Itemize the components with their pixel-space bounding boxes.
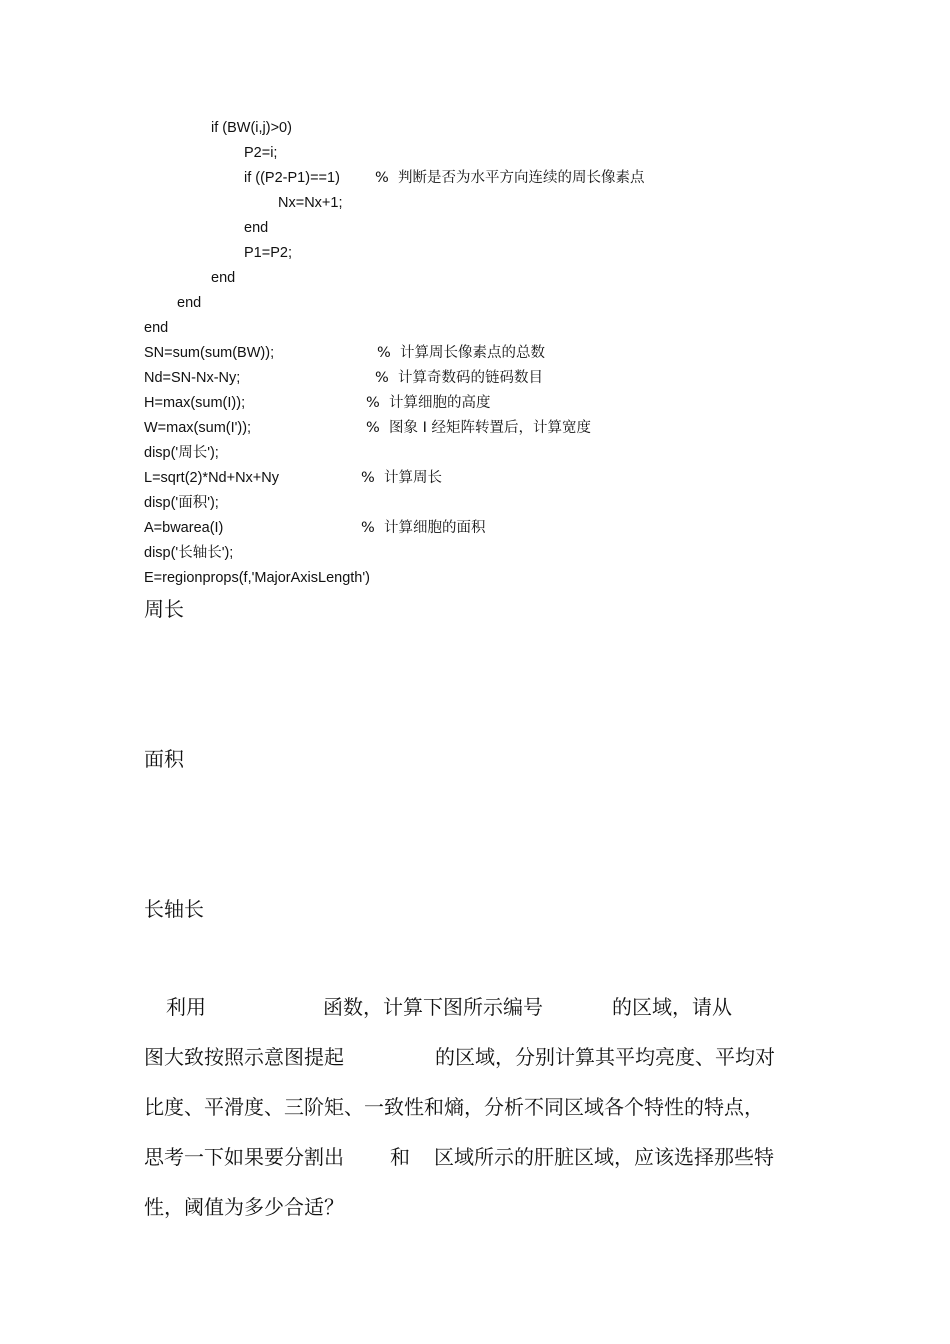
heading-major-axis: 长轴长	[144, 897, 204, 921]
paragraph-text: 区域所示的肝脏区域，应该选择那些特	[434, 1145, 774, 1169]
code-comment: % 计算细胞的高度	[366, 395, 491, 411]
paragraph-text: 图大致按照示意图提起	[144, 1045, 344, 1069]
code-line: W=max(sum(I'));	[144, 420, 252, 436]
heading-area: 面积	[144, 747, 184, 771]
code-line: if ((P2-P1)==1)	[244, 170, 340, 186]
code-line: disp('面积');	[144, 495, 219, 511]
code-line: disp('周长');	[144, 445, 219, 461]
code-comment: % 计算周长像素点的总数	[377, 345, 545, 361]
paragraph-text: 利用	[166, 995, 206, 1019]
paragraph-text: 函数，计算下图所示编号	[323, 995, 543, 1019]
code-comment: % 计算奇数码的链码数目	[375, 370, 543, 386]
code-line: Nx=Nx+1;	[278, 195, 343, 211]
heading-perimeter: 周长	[144, 597, 184, 621]
code-line: Nd=SN-Nx-Ny;	[144, 370, 241, 386]
code-line: SN=sum(sum(BW));	[144, 345, 275, 361]
code-line: end	[244, 220, 269, 236]
code-line: H=max(sum(I));	[144, 395, 246, 411]
code-line: L=sqrt(2)*Nd+Nx+Ny	[144, 470, 279, 486]
code-line: P2=i;	[244, 145, 278, 161]
paragraph-text: 性，阈值为多少合适？	[144, 1195, 344, 1219]
paragraph-text: 思考一下如果要分割出	[144, 1145, 344, 1169]
code-line: end	[144, 320, 169, 336]
code-comment: % 计算细胞的面积	[361, 520, 486, 536]
code-comment: % 判断是否为水平方向连续的周长像素点	[375, 170, 645, 186]
code-line: P1=P2;	[244, 245, 292, 261]
paragraph-text: 和	[390, 1145, 410, 1169]
code-line: end	[177, 295, 202, 311]
code-line: end	[211, 270, 236, 286]
code-line: E=regionprops(f,'MajorAxisLength')	[144, 570, 370, 586]
code-comment: % 计算周长	[361, 470, 442, 486]
paragraph-text: 的区域，分别计算其平均亮度、平均对	[435, 1045, 775, 1069]
code-comment: % 图象 I 经矩阵转置后，计算宽度	[366, 420, 591, 436]
code-line: A=bwarea(I)	[144, 520, 224, 536]
paragraph-text: 比度、平滑度、三阶矩、一致性和熵，分析不同区域各个特性的特点，	[144, 1095, 764, 1119]
paragraph-text: 的区域，请从	[612, 995, 732, 1019]
code-line: disp('长轴长');	[144, 545, 234, 561]
code-line: if (BW(i,j)>0)	[211, 120, 292, 136]
